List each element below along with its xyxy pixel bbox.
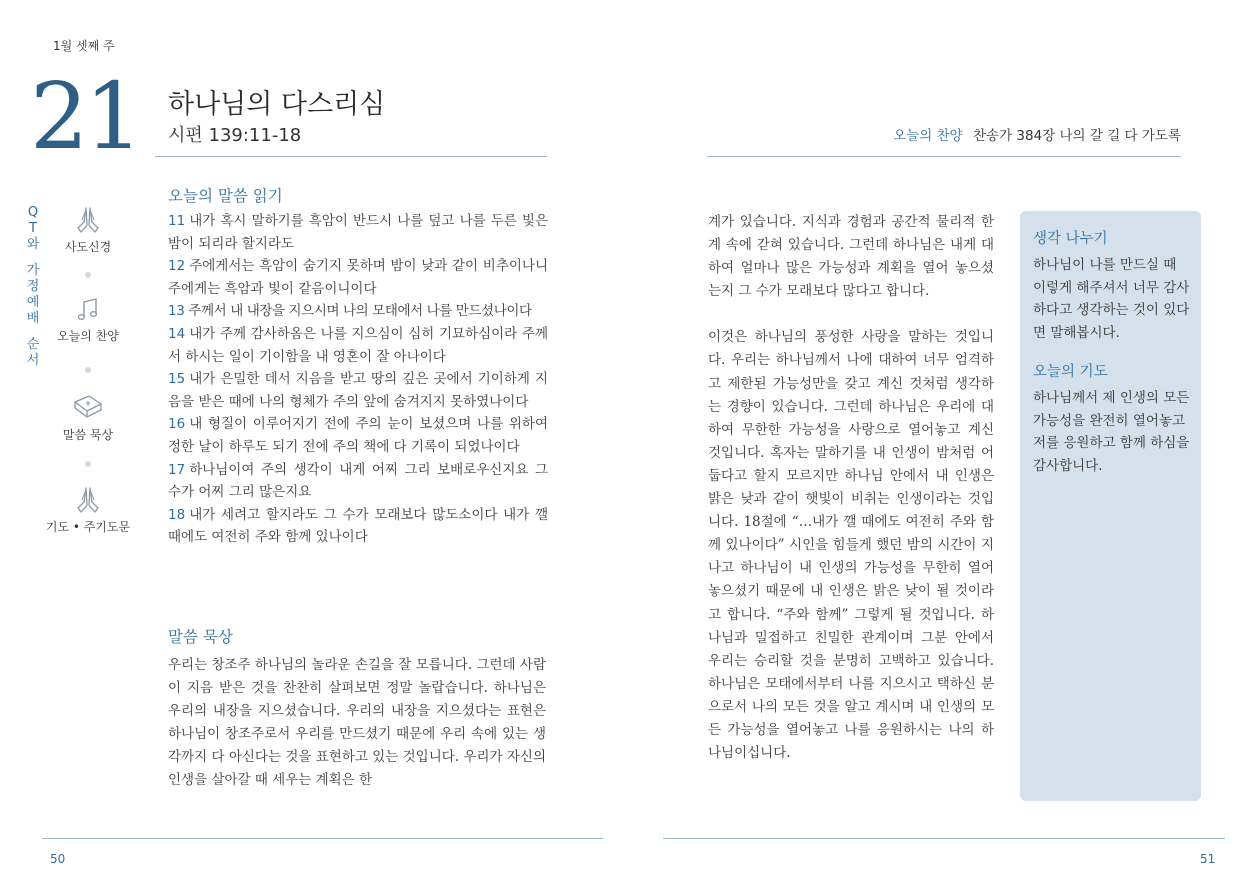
verse bbox=[168, 459, 548, 504]
hymn-text: 찬송가 384장 나의 갈 길 다 가도록 bbox=[972, 128, 1181, 144]
praying-hands-icon bbox=[72, 206, 104, 234]
verse bbox=[168, 368, 548, 413]
share-text: 하나님이 나를 만드실 때 이렇게 해주셔서 너무 감사하다고 생각하는 것이 있다면 말해봅시다. bbox=[1033, 257, 1190, 341]
music-note-icon bbox=[72, 297, 104, 323]
verse bbox=[168, 504, 548, 549]
nav-item-prayer bbox=[38, 486, 138, 535]
week-label: 1월 셋째 주 bbox=[53, 39, 115, 53]
verse-number: 13 bbox=[168, 303, 185, 320]
share-heading: 생각 나누기 bbox=[1033, 231, 1108, 247]
meditation-paragraph: 계가 있습니다. 지식과 경험과 공간적 물리적 한계 속에 갇혀 있습니다. 그런데 하나님은 내게 대하여 얼마나 많은 가능성과 계획을 열어 놓으셨는지 그 수가 모래보다 많다고 합니다. bbox=[708, 214, 994, 300]
meditation-paragraph: 이것은 하나님의 풍성한 사랑을 말하는 것입니다. 우리는 하나님께서 나에 대하여 너무 엄격하고 제한된 가능성만을 갖고 계신 것처럼 생각하는 경향이 있습니다. 그런데 하나님은 우리에 대하여 무한한 가능성을 사랑으로 열어놓고 계신 것입니다. 혹자는 말하기를 내 인생이 밤처럼 어둡다고 할지 모르지만 하나님 안에서 내 인생은 밝은 낮과 같이 햇빛이 비취는 인생이라는 것입니다. 18절에 “…내가 깰 때에도 여전히 주와 함께 있나이다” 시인을 힘들게 했던 밤의 시간이 지나고 하나님이 내 인생의 가능성을 무한히 열어놓으셨기 때문에 내 인생은 밝은 낮이 될 것이라고 합니다. “주와 함께” 그렇게 될 것입니다. 하나님과 밀접하고 친밀한 관계이며 그분 안에서 우리는 승리할 것을 분명히 고백하고 있습니다. 하나님은 모태에서부터 나를 지으시고 택하신 분으로서 나의 모든 것을 알고 계시며 내 인생의 모든 가능성을 열어놓고 나를 응원하시는 나의 하나님이십니다. bbox=[708, 329, 994, 762]
nav-item-hymn bbox=[38, 297, 138, 344]
verse-number: 11 bbox=[168, 213, 186, 229]
nav-divider-dot bbox=[85, 461, 91, 467]
nav-divider-dot bbox=[85, 367, 91, 373]
verse bbox=[168, 323, 548, 368]
meditation-right-column bbox=[708, 211, 994, 765]
verse-list bbox=[168, 210, 548, 549]
hymn-line bbox=[893, 124, 1181, 144]
nav-item-creed bbox=[38, 206, 138, 255]
meditation-heading: 말씀 묵상 bbox=[168, 628, 233, 646]
verse-number: 16 bbox=[168, 416, 186, 433]
verse-text: 내가 혹시 말하기를 흑암이 반드시 나를 덮고 나를 두른 빛은 밤이 되리라 할지라도 bbox=[168, 213, 548, 252]
nav-divider-dot bbox=[85, 272, 91, 278]
verse-number: 15 bbox=[168, 371, 186, 388]
meditation-paragraph: 우리는 창조주 하나님의 놀라운 손길을 잘 모릅니다. 그런데 사람이 지음 받은 것을 찬찬히 살펴보면 정말 놀랍습니다. 하나님은 우리의 내장을 지으셨습니다. 우리의 내장을 지으셨다는 표현은 하나님이 창조주로서 우리를 만드셨기 때문에 우리 속에 있는 생각까지 다 아신다는 것을 표현하고 있는 것입니다. 우리가 자신의 인생을 살아갈 때 세우는 계획은 한 bbox=[168, 657, 546, 789]
verse-text: 내가 주께 감사하옴은 나를 지으심이 심히 기묘하심이라 주께서 하시는 일이 기이함을 내 영혼이 잘 아나이다 bbox=[168, 325, 548, 365]
prayer-heading: 오늘의 기도 bbox=[1033, 364, 1108, 380]
verse-text: 내가 은밀한 데서 지음을 받고 땅의 깊은 곳에서 기이하게 지음을 받은 때에 나의 형체가 주의 앞에 숨겨지지 못하였나이다 bbox=[168, 371, 548, 410]
bible-book-icon bbox=[71, 392, 105, 422]
vertical-nav-label: Q T 와 가 정 예 배 순 서 bbox=[26, 205, 40, 368]
day-number: 21 bbox=[30, 63, 140, 170]
verse-number: 18 bbox=[168, 506, 186, 523]
verse-text: 하나님이여 주의 생각이 내게 어찌 그리 보배로우신지요 그 수가 어찌 그리 많은지요 bbox=[168, 461, 548, 501]
prayer-text: 하나님께서 제 인생의 모든 가능성을 완전히 열어놓고 저를 응원하고 함께 하심을 감사합니다. bbox=[1033, 390, 1190, 474]
nav-item-label: 말씀 묵상 bbox=[62, 428, 114, 442]
page-number-right: 51 bbox=[1200, 852, 1216, 866]
verse bbox=[168, 210, 548, 255]
nav-item-label: 기도 • 주기도문 bbox=[45, 520, 131, 534]
meditation-left-column bbox=[168, 654, 546, 793]
verse-number: 12 bbox=[168, 258, 186, 275]
verse-text: 주께서 내 내장을 지으시며 나의 모태에서 나를 만드셨나이다 bbox=[188, 303, 532, 320]
verse bbox=[168, 413, 548, 458]
header-rule-left bbox=[155, 156, 547, 157]
verse-text: 내 형질이 이루어지기 전에 주의 눈이 보셨으며 나를 위하여 정한 날이 하루도 되기 전에 주의 책에 다 기록이 되었나이다 bbox=[168, 416, 548, 455]
nav-item-label: 오늘의 찬양 bbox=[57, 329, 119, 343]
scripture-passage: 시편 139:11-18 bbox=[168, 125, 302, 146]
verse-number: 17 bbox=[168, 461, 186, 478]
hymn-label: 오늘의 찬양 bbox=[893, 128, 963, 144]
verse bbox=[168, 255, 548, 300]
reading-heading: 오늘의 말씀 읽기 bbox=[168, 187, 283, 205]
verse-text: 주에게서는 흑암이 숨기지 못하며 밤이 낮과 같이 비추이나니 주에게는 흑암과 빛이 같음이니이다 bbox=[168, 258, 548, 297]
verse-text: 내가 세려고 할지라도 그 수가 모래보다 많도소이다 내가 깰 때에도 여전히 주와 함께 있나이다 bbox=[168, 506, 548, 546]
footer-rule-right bbox=[663, 838, 1225, 839]
page-number-left: 50 bbox=[50, 852, 66, 866]
footer-rule-left bbox=[42, 838, 603, 839]
header-rule-right bbox=[707, 156, 1181, 157]
praying-hands-icon bbox=[72, 486, 104, 514]
discussion-sidebar bbox=[1020, 211, 1201, 801]
nav-item-meditation bbox=[38, 392, 138, 443]
page-title: 하나님의 다스리심 bbox=[168, 89, 386, 120]
verse-number: 14 bbox=[168, 325, 186, 342]
verse bbox=[168, 300, 548, 323]
nav-item-label: 사도신경 bbox=[64, 240, 112, 254]
